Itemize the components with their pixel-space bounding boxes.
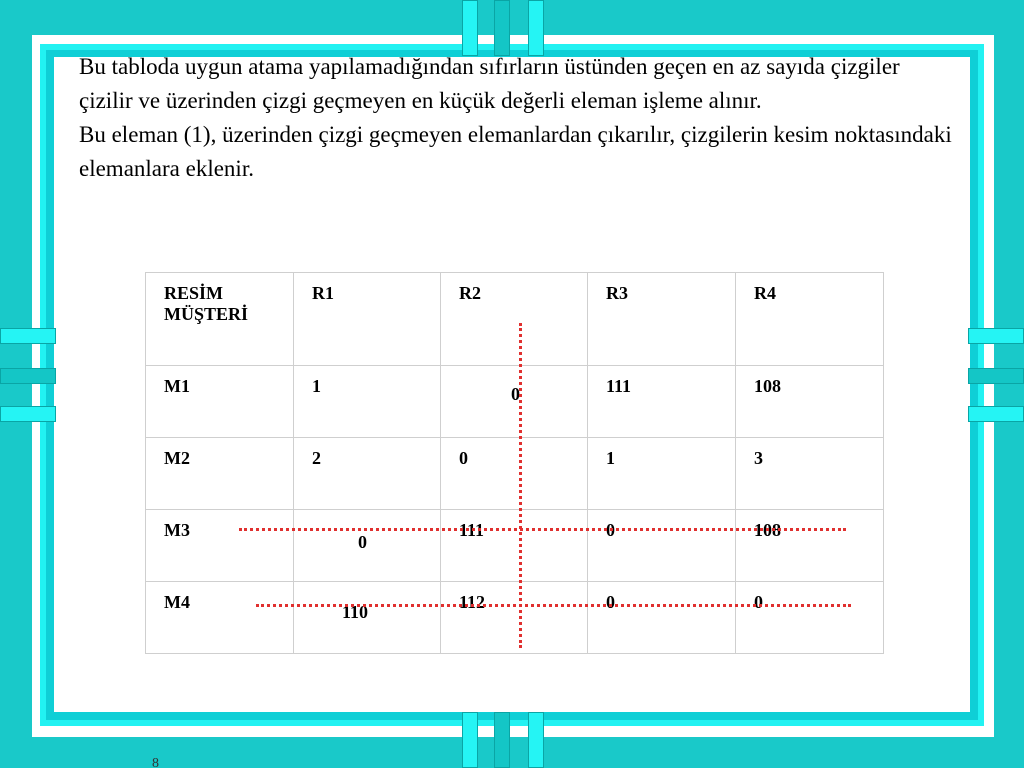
table-cell: 0: [588, 510, 736, 582]
table-row-m3: [146, 510, 884, 582]
cell-value: 0: [358, 532, 367, 552]
table-cell: 0: [588, 582, 736, 654]
frame-tab-top-1: [462, 0, 478, 56]
cover-line-row-m4: [256, 604, 851, 607]
cover-line-column-r2: [519, 323, 522, 648]
frame-tab-left-3: [0, 406, 56, 422]
table-row-m4: [146, 582, 884, 654]
table-cell: [294, 582, 441, 654]
frame-tab-left-2: [0, 368, 56, 384]
table-cell: 108: [736, 366, 884, 438]
row-label: M4: [146, 582, 294, 654]
table-cell: 0: [736, 582, 884, 654]
frame-tab-top-2: [494, 0, 510, 56]
page-number: 8: [152, 756, 159, 771]
frame-tab-bottom-2: [494, 712, 510, 768]
cover-line-row-m3: [239, 528, 846, 531]
table-row-m2: [146, 438, 884, 510]
paragraph-2: Bu eleman (1), üzerinden çizgi geçmeyen elemanlardan çıkarılır, çizgilerin kesim noktasındaki elemanlara eklenir.: [79, 122, 952, 181]
frame-tab-top-3: [528, 0, 544, 56]
cell-value: 0: [511, 384, 520, 404]
table-header-row: [146, 273, 884, 366]
row-label: M3: [146, 510, 294, 582]
corner-label-resim: RESİM: [164, 283, 224, 303]
table-cell: 1: [294, 366, 441, 438]
table-row-m1: [146, 366, 884, 438]
frame-tab-bottom-3: [528, 712, 544, 768]
table-cell: 1: [588, 438, 736, 510]
table-cell: 0: [441, 438, 588, 510]
column-header-r4: R4: [736, 273, 884, 366]
frame-tab-right-3: [968, 406, 1024, 422]
row-label: M2: [146, 438, 294, 510]
table-cell: 3: [736, 438, 884, 510]
slide-body-text: [79, 50, 959, 186]
corner-label-musteri: MÜŞTERİ: [164, 304, 249, 324]
table-cell: 108: [736, 510, 884, 582]
table-cell: 111: [588, 366, 736, 438]
table-cell: 111: [441, 510, 588, 582]
paragraph-1: Bu tabloda uygun atama yapılamadığından sıfırların üstünden geçen en az sayıda çizgiler çizilir ve üzerinden çizgi geçmeyen en küçük değerli eleman işleme alınır.: [79, 54, 900, 113]
frame-tab-left-1: [0, 328, 56, 344]
cell-value: 110: [342, 602, 369, 622]
table-cell: [441, 366, 588, 438]
row-label: M1: [146, 366, 294, 438]
assignment-table: [145, 272, 884, 654]
corner-header-cell: [146, 273, 294, 366]
column-header-r2: R2: [441, 273, 588, 366]
frame-tab-bottom-1: [462, 712, 478, 768]
column-header-r1: R1: [294, 273, 441, 366]
frame-tab-right-1: [968, 328, 1024, 344]
table-cell: 2: [294, 438, 441, 510]
table-cell: 112: [441, 582, 588, 654]
column-header-r3: R3: [588, 273, 736, 366]
frame-tab-right-2: [968, 368, 1024, 384]
table-cell: [294, 510, 441, 582]
